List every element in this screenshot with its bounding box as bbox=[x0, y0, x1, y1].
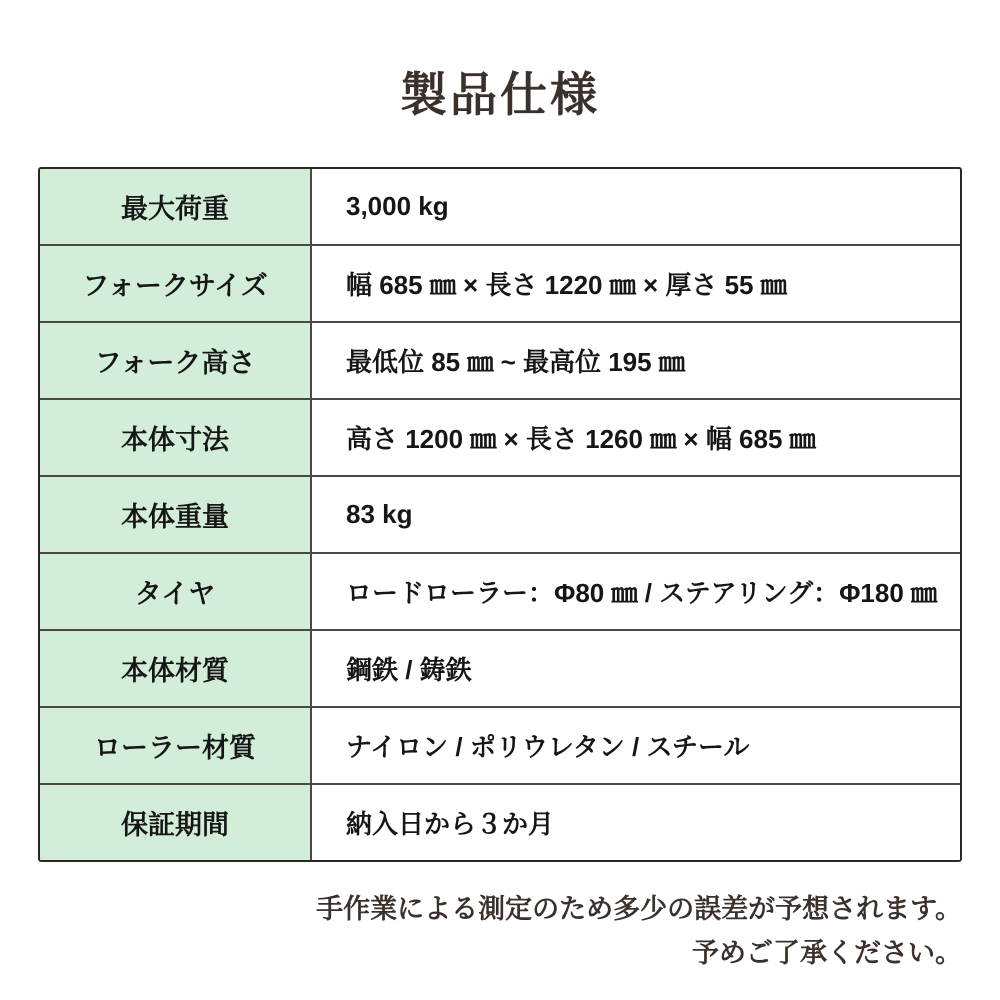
spec-value: 83 kg bbox=[312, 477, 960, 552]
spec-label: フォークサイズ bbox=[40, 246, 312, 321]
spec-row-fork-height bbox=[40, 323, 960, 400]
spec-value: 高さ 1200 ㎜ × 長さ 1260 ㎜ × 幅 685 ㎜ bbox=[312, 400, 960, 475]
spec-row-fork-size bbox=[40, 246, 960, 323]
spec-label: 最大荷重 bbox=[40, 169, 312, 244]
spec-row-body-dimensions bbox=[40, 400, 960, 477]
spec-value: 納入日から３か月 bbox=[312, 785, 960, 860]
spec-value: ロードローラー：Φ80 ㎜ / ステアリング：Φ180 ㎜ bbox=[312, 554, 960, 629]
spec-label: 本体重量 bbox=[40, 477, 312, 552]
spec-label: タイヤ bbox=[40, 554, 312, 629]
spec-label: 保証期間 bbox=[40, 785, 312, 860]
spec-row-body-material bbox=[40, 631, 960, 708]
spec-label: フォーク高さ bbox=[40, 323, 312, 398]
spec-row-tires bbox=[40, 554, 960, 631]
spec-table bbox=[38, 167, 962, 862]
page-title: 製品仕様 bbox=[400, 68, 600, 121]
spec-value: 3,000 kg bbox=[312, 169, 960, 244]
spec-row-warranty bbox=[40, 785, 960, 860]
spec-row-body-weight bbox=[40, 477, 960, 554]
spec-value: ナイロン / ポリウレタン / スチール bbox=[312, 708, 960, 783]
spec-row-max-load bbox=[40, 169, 960, 246]
spec-label: 本体寸法 bbox=[40, 400, 312, 475]
measurement-disclaimer bbox=[42, 888, 962, 975]
spec-label: ローラー材質 bbox=[40, 708, 312, 783]
disclaimer-line-1: 手作業による測定のため多少の誤差が予想されます。 bbox=[316, 894, 962, 924]
spec-value: 幅 685 ㎜ × 長さ 1220 ㎜ × 厚さ 55 ㎜ bbox=[312, 246, 960, 321]
spec-row-roller-material bbox=[40, 708, 960, 785]
spec-label: 本体材質 bbox=[40, 631, 312, 706]
spec-value: 鋼鉄 / 鋳鉄 bbox=[312, 631, 960, 706]
disclaimer-line-2: 予めご了承ください。 bbox=[692, 937, 962, 968]
spec-value: 最低位 85 ㎜ ~ 最高位 195 ㎜ bbox=[312, 323, 960, 398]
